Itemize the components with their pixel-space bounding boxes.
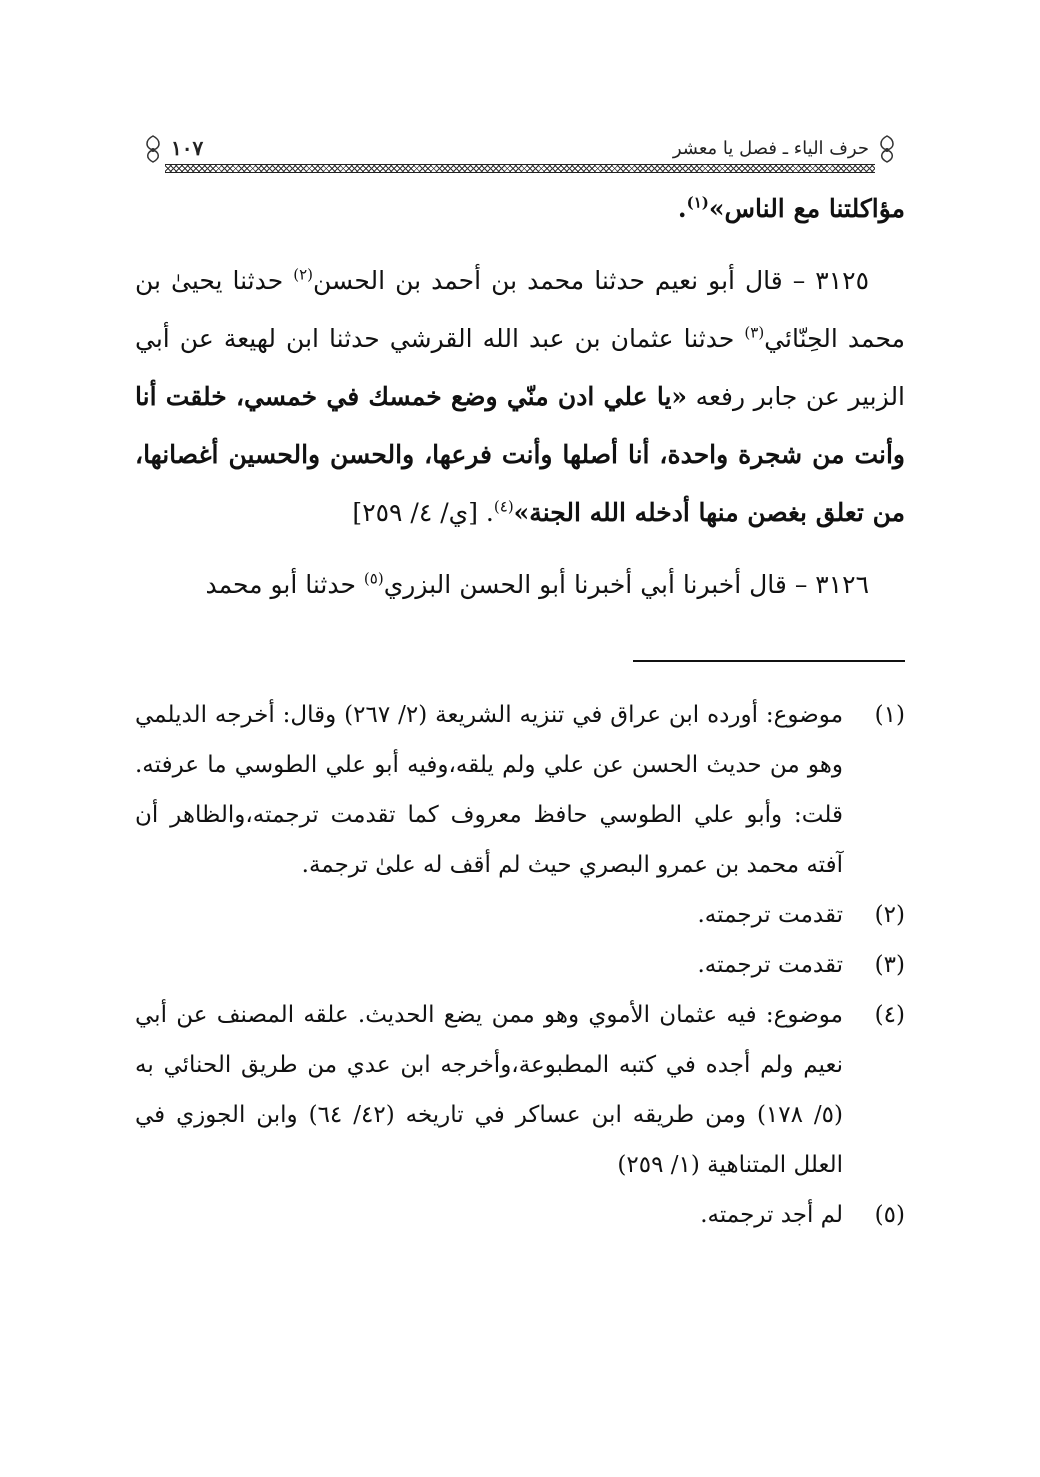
main-text: [135, 180, 905, 614]
footnote: [135, 1190, 905, 1240]
footnote-marker: (٥): [363, 569, 384, 588]
footnote-text: موضوع: فيه عثمان الأموي وهو ممن يضع الحديث. علقه المصنف عن أبي نعيم ولم أجده في كتبه المطبوعة،وأخرجه ابن عدي من طريق الحنائي به (٥/ ١٧٨) ومن طريقه ابن عساكر في تاريخه (٤٢/ ٦٤) وابن الجوزي في العلل المتناهية (١/ ٢٥٩): [135, 1002, 844, 1178]
footnote-number: (٥): [874, 1202, 905, 1228]
isnad-text: حدثنا عثمان بن عبد الله القرشي حدثنا ابن لهيعة عن أبي الزبير عن جابر رفعه: [135, 324, 906, 411]
continuation-line: [135, 180, 905, 238]
footnote-number: (١): [874, 702, 905, 728]
footnote: [135, 940, 905, 990]
page-number: ١٠٧: [171, 136, 204, 160]
hadith-3125: [135, 252, 905, 542]
footnote: [135, 890, 905, 940]
isnad-text: حدثنا أبو محمد: [205, 570, 364, 599]
footnote-number: (٤): [874, 1002, 905, 1028]
footnote-text: موضوع: أورده ابن عراق في تنزيه الشريعة (٢/ ٢٦٧) وقال: أخرجه الديلمي وهو من حديث الحسن عن علي ولم يلقه،وفيه أبو علي الطوسي ما عرفته. قلت: وأبو علي الطوسي حافظ معروف كما تقدمت ترجمته،والظاهر أن آفته محمد بن عمرو البصري حيث لم أقف له علىٰ ترجمة.: [135, 702, 844, 878]
hadith-text: مؤاكلتنا مع الناس»: [708, 194, 905, 223]
header-rule: [165, 164, 875, 173]
footnote-separator: [633, 660, 905, 662]
ornament-icon: [873, 134, 901, 164]
ornament-icon: [139, 134, 167, 164]
footnote-number: (٢): [874, 902, 905, 928]
isnad-text: ٣١٢٦ – قال أخبرنا أبي أخبرنا أبو الحسن البزري: [383, 570, 869, 599]
footnote-text: تقدمت ترجمته.: [697, 952, 843, 978]
footnote-text: لم أجد ترجمته.: [700, 1202, 843, 1228]
footnote-text: تقدمت ترجمته.: [697, 902, 843, 928]
running-header: [135, 130, 905, 178]
footnote: [135, 990, 905, 1190]
isnad-text: حدثنا يحيىٰ بن محمد الحِنّائي: [135, 266, 905, 353]
footnote: [135, 690, 905, 890]
footnote-marker: (٢): [293, 265, 314, 284]
footnote-number: (٣): [874, 952, 905, 978]
footnote-marker: (١): [686, 193, 709, 212]
punctuation: .: [677, 194, 687, 223]
footnote-marker: (٣): [744, 323, 765, 342]
hadith-3126: [135, 556, 905, 614]
matn-text: «يا علي ادن منّي وضع خمسك في خمسي، خلقت أنا وأنت من شجرة واحدة، أنا أصلها وأنت فرعها، والحسن والحسين أغصانها، من تعلق بغصن منها أدخله الله الجنة»: [135, 382, 905, 527]
source-reference: . [ي/ ٤/ ٢٥٩]: [352, 498, 494, 527]
chapter-title: حرف الياء ـ فصل يا معشر: [672, 138, 869, 159]
footnotes: [135, 690, 905, 1240]
isnad-text: ٣١٢٥ – قال أبو نعيم حدثنا محمد بن أحمد بن الحسن: [313, 266, 869, 295]
footnote-marker: (٤): [493, 497, 514, 516]
